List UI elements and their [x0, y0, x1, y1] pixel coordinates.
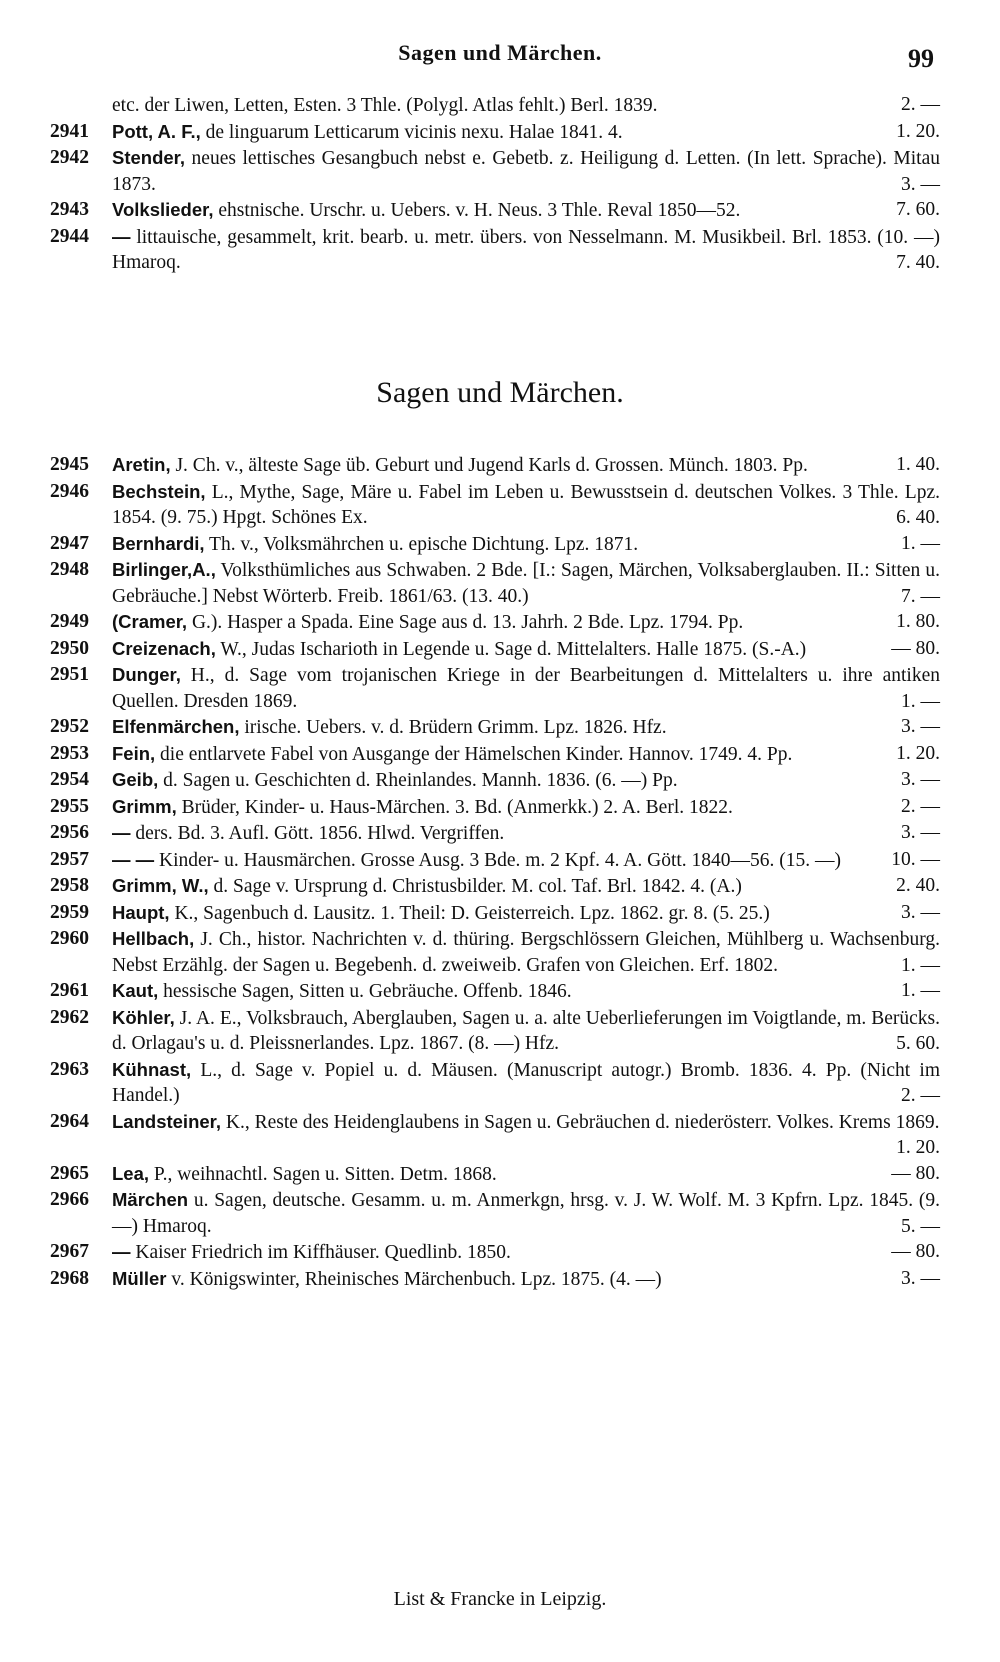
entry-price: 3. — — [901, 769, 940, 790]
entry-number: 2960 — [50, 928, 89, 949]
catalog-entry — [50, 847, 940, 874]
entry-author: Bernhardi, — [112, 532, 205, 554]
entry-author: Märchen — [112, 1189, 189, 1210]
entry-number: 2964 — [50, 1110, 89, 1132]
entry-author: Kühnast, — [112, 1058, 192, 1080]
entry-author: Haupt, — [112, 901, 170, 923]
entry-text: v. Königswinter, Rheinisches Märchenbuch. Lpz. 1875. (4. —) — [166, 1268, 662, 1290]
catalog-entry — [50, 1057, 940, 1109]
catalog-entry — [50, 1266, 940, 1293]
entry-price: 10. — — [891, 848, 940, 870]
entry-number: 2966 — [50, 1189, 89, 1210]
entry-author: Birlinger,A., — [112, 559, 216, 580]
entry-price: 2. — — [901, 94, 940, 115]
entry-author: Landsteiner, — [112, 1110, 221, 1132]
entry-author: Pott, A. F., — [112, 120, 201, 142]
entry-text: J. A. E., Volksbrauch, Aberglauben, Sagen u. a. alte Ueberlieferungen im Voigtlande, m. Berücks. d. Orlagau's u. d. Pleissnerlandes. Lpz. 1867. (8. —) Hfz. — [112, 1007, 940, 1054]
entry-number: 2961 — [50, 980, 89, 1001]
catalog-entry — [50, 145, 940, 197]
entry-text: P., weihnachtl. Sagen u. Sitten. Detm. 1868. — [149, 1163, 497, 1185]
entry-author: Stender, — [112, 147, 185, 168]
entry-number: 2967 — [50, 1241, 89, 1262]
entry-price: 3. — — [901, 822, 940, 843]
entry-text: K., Reste des Heidenglaubens in Sagen u. Gebräuchen d. niederösterr. Volkes. Krems 1869. — [220, 1111, 940, 1133]
entry-text: u. Sagen, deutsche. Gesamm. u. m. Anmerkgn, hrsg. v. J. W. Wolf. M. 3 Kpfrn. Lpz. 1845. (9. —) Hmaroq. — [112, 1190, 940, 1237]
entry-price: 7. 60. — [896, 199, 940, 220]
entry-number: 2955 — [50, 795, 89, 817]
entry-price: 1. 80. — [896, 611, 940, 632]
entry-number: 2957 — [50, 848, 89, 870]
catalog-entry — [50, 452, 940, 479]
entry-text: Kinder- u. Hausmärchen. Grosse Ausg. 3 Bde. m. 2 Kpf. 4. A. Gött. 1840—56. (15. —) — [154, 849, 842, 871]
catalog-entry — [50, 1109, 940, 1161]
entry-price: 2. — — [901, 795, 940, 817]
entry-author: Müller — [112, 1267, 167, 1289]
entry-number: 2963 — [50, 1058, 89, 1080]
entry-number: 2951 — [50, 664, 89, 685]
entry-author: — — [112, 225, 131, 247]
entry-number: 2958 — [50, 875, 89, 896]
entry-number: 2942 — [50, 147, 89, 168]
catalog-entry — [50, 1239, 940, 1266]
entry-text: J. Ch. v., älteste Sage üb. Geburt und Jugend Karls d. Grossen. Münch. 1803. Pp. — [170, 455, 808, 476]
catalog-entry — [50, 531, 940, 558]
entry-text: de linguarum Letticarum vicinis nexu. Halae 1841. 4. — [200, 121, 623, 143]
entry-author: Volkslieder, — [112, 199, 214, 220]
entry-number: 2959 — [50, 901, 89, 923]
entry-author: Aretin, — [112, 454, 171, 475]
entry-text: K., Sagenbuch d. Lausitz. 1. Theil: D. Geisterreich. Lpz. 1862. gr. 8. (5. 25.) — [169, 902, 770, 924]
catalog-entry — [50, 767, 940, 794]
entry-number: 2965 — [50, 1162, 89, 1184]
entry-text: littauische, gesammelt, krit. bearb. u. metr. übers. von Nesselmann. M. Musikbeil. Brl. 1853. (10. —) Hmaroq. — [112, 226, 940, 273]
entry-number: 2950 — [50, 637, 89, 659]
entry-price: 1. — — [901, 532, 940, 554]
entry-price: 1. — — [901, 954, 940, 976]
entry-number: 2953 — [50, 742, 89, 764]
entry-author: Grimm, W., — [112, 875, 209, 896]
entry-author: Grimm, — [112, 795, 177, 817]
entry-price: 6. 40. — [896, 507, 940, 528]
entry-number: 2947 — [50, 532, 89, 554]
catalog-entry — [50, 92, 940, 119]
entry-text: d. Sage v. Ursprung d. Christusbilder. M. col. Taf. Brl. 1842. 4. (A.) — [208, 876, 742, 897]
entry-author: Kaut, — [112, 980, 159, 1001]
entry-number: 2952 — [50, 716, 89, 737]
entry-author: Dunger, — [112, 664, 181, 685]
running-head: Sagen und Märchen. — [398, 40, 602, 65]
catalog-entry — [50, 557, 940, 609]
entry-text: etc. der Liwen, Letten, Esten. 3 Thle. (Polygl. Atlas fehlt.) Berl. 1839. — [112, 95, 658, 116]
entry-price: 1. 40. — [896, 454, 940, 475]
entry-author: Lea, — [112, 1162, 150, 1184]
entry-text: d. Sagen u. Geschichten d. Rheinlandes. Mannh. 1836. (6. —) Pp. — [158, 770, 678, 791]
entry-price: 5. — — [901, 1215, 940, 1237]
entry-price: — 80. — [891, 637, 940, 659]
entry-price: 2. 40. — [896, 875, 940, 896]
entry-text: ders. Bd. 3. Aufl. Gött. 1856. Hlwd. Vergriffen. — [130, 823, 505, 844]
entry-price: 3. — — [901, 716, 940, 737]
catalog-entry — [50, 1005, 940, 1057]
entry-price: 1. 20. — [896, 742, 940, 764]
entry-number: 2941 — [50, 120, 89, 142]
catalog-entry — [50, 900, 940, 927]
entry-text: L., d. Sage v. Popiel u. d. Mäusen. (Manuscript autogr.) Bromb. 1836. 4. Pp. (Nicht im Handel.) — [112, 1059, 940, 1106]
catalog-entry — [50, 873, 940, 900]
catalog-entry — [50, 1161, 940, 1188]
entry-text: L., Mythe, Sage, Märe u. Fabel im Leben u. Bewusstsein d. deutschen Volkes. 3 Thle. Lpz. 1854. (9. 75.) Hpgt. Schönes Ex. — [112, 481, 940, 528]
entry-author: — — [112, 822, 131, 843]
entry-author: Bechstein, — [112, 480, 206, 502]
entry-text: J. Ch., histor. Nachrichten v. d. thüring. Bergschlössern Gleichen, Mühlberg u. Wachsenburg. Nebst Erzählg. der Sagen u. Begebenh. d. zweiweib. Grafen von Gleichen. Erf. 1802. — [112, 929, 940, 976]
section-title: Sagen und Märchen. — [376, 376, 624, 409]
entry-price: 5. 60. — [896, 1033, 940, 1054]
catalog-entry — [50, 714, 940, 741]
catalog-entry — [50, 197, 940, 224]
entry-price: 3. — — [901, 1267, 940, 1289]
entry-author: Hellbach, — [112, 928, 195, 949]
entry-author: (Cramer, — [112, 611, 188, 632]
entry-price: 3. — — [901, 173, 940, 195]
entry-price: 2. — — [901, 1085, 940, 1106]
entry-number: 2962 — [50, 1006, 89, 1028]
page-number: 99 — [908, 44, 934, 73]
catalog-entry — [50, 741, 940, 768]
entry-number: 2943 — [50, 199, 89, 220]
catalog-entry — [50, 609, 940, 636]
entry-text: G.). Hasper a Spada. Eine Sage aus d. 13. Jahrh. 2 Bde. Lpz. 1794. Pp. — [187, 612, 744, 633]
catalog-entry — [50, 794, 940, 821]
catalog-entry — [50, 662, 940, 714]
entry-text: Th. v., Volksmährchen u. epische Dichtung. Lpz. 1871. — [204, 533, 639, 555]
entry-text: Kaiser Friedrich im Kiffhäuser. Quedlinb. 1850. — [130, 1242, 511, 1263]
entry-price: — 80. — [891, 1241, 940, 1262]
entry-number: 2949 — [50, 611, 89, 632]
entry-number: 2945 — [50, 454, 89, 475]
catalog-entry — [50, 224, 940, 276]
entry-number: 2968 — [50, 1267, 89, 1289]
entry-price: 7. — — [901, 585, 940, 607]
entry-text: irische. Uebers. v. d. Brüdern Grimm. Lpz. 1826. Hfz. — [239, 717, 667, 738]
entry-author: — — — [112, 848, 155, 870]
entry-price: 3. — — [901, 901, 940, 923]
entry-text: Brüder, Kinder- u. Haus-Märchen. 3. Bd. (Anmerkk.) 2. A. Berl. 1822. — [176, 796, 733, 818]
entry-number: 2956 — [50, 822, 89, 843]
entry-text: die entlarvete Fabel von Ausgange der Hämelschen Kinder. Hannov. 1749. 4. Pp. — [155, 743, 793, 765]
entry-price: — 80. — [891, 1162, 940, 1184]
entry-author: Köhler, — [112, 1006, 175, 1028]
entry-number: 2944 — [50, 225, 89, 247]
catalog-entry — [50, 119, 940, 146]
entry-number: 2948 — [50, 559, 89, 580]
entries-main — [50, 452, 940, 1292]
catalog-entry — [50, 479, 940, 531]
catalog-entry — [50, 1187, 940, 1239]
publisher-footer: List & Francke in Leipzig. — [393, 1588, 607, 1610]
entry-text: ehstnische. Urschr. u. Uebers. v. H. Neus. 3 Thle. Reval 1850—52. — [213, 200, 741, 221]
catalog-entry — [50, 636, 940, 663]
entry-text: H., d. Sage vom trojanischen Kriege in der Bearbeitungen d. Mittelalters u. ihre antiken Quellen. Dresden 1869. — [112, 665, 940, 712]
entry-number: 2954 — [50, 769, 89, 790]
entry-number: 2946 — [50, 480, 89, 502]
entry-text: hessische Sagen, Sitten u. Gebräuche. Offenb. 1846. — [158, 981, 572, 1002]
entry-author: Creizenach, — [112, 637, 216, 659]
entry-author: Elfenmärchen, — [112, 716, 240, 737]
catalog-entry — [50, 820, 940, 847]
catalog-entry — [50, 926, 940, 978]
entry-author: Geib, — [112, 769, 159, 790]
entry-price: 7. 40. — [896, 252, 940, 273]
entry-price: 1. 20. — [896, 1137, 940, 1158]
entry-author: Fein, — [112, 742, 156, 764]
entry-text: Volksthümliches aus Schwaben. 2 Bde. [I.: Sagen, Märchen, Volksaberglauben. II.: Sitten u. Gebräuche.] Nebst Wörterb. Freib. 1861/63. (13. 40.) — [112, 560, 940, 607]
catalog-entry — [50, 978, 940, 1005]
entry-price: 1. — — [901, 980, 940, 1001]
entry-price: 1. — — [901, 690, 940, 712]
entries-top — [50, 92, 940, 276]
entry-author: — — [112, 1241, 131, 1262]
entry-text: neues lettisches Gesangbuch nebst e. Gebetb. z. Heiligung d. Letten. (In lett. Sprache). Mitau 1873. — [112, 148, 940, 195]
entry-price: 1. 20. — [896, 120, 940, 142]
entry-text: W., Judas Ischarioth in Legende u. Sage d. Mittelalters. Halle 1875. (S.-A.) — [215, 638, 807, 660]
